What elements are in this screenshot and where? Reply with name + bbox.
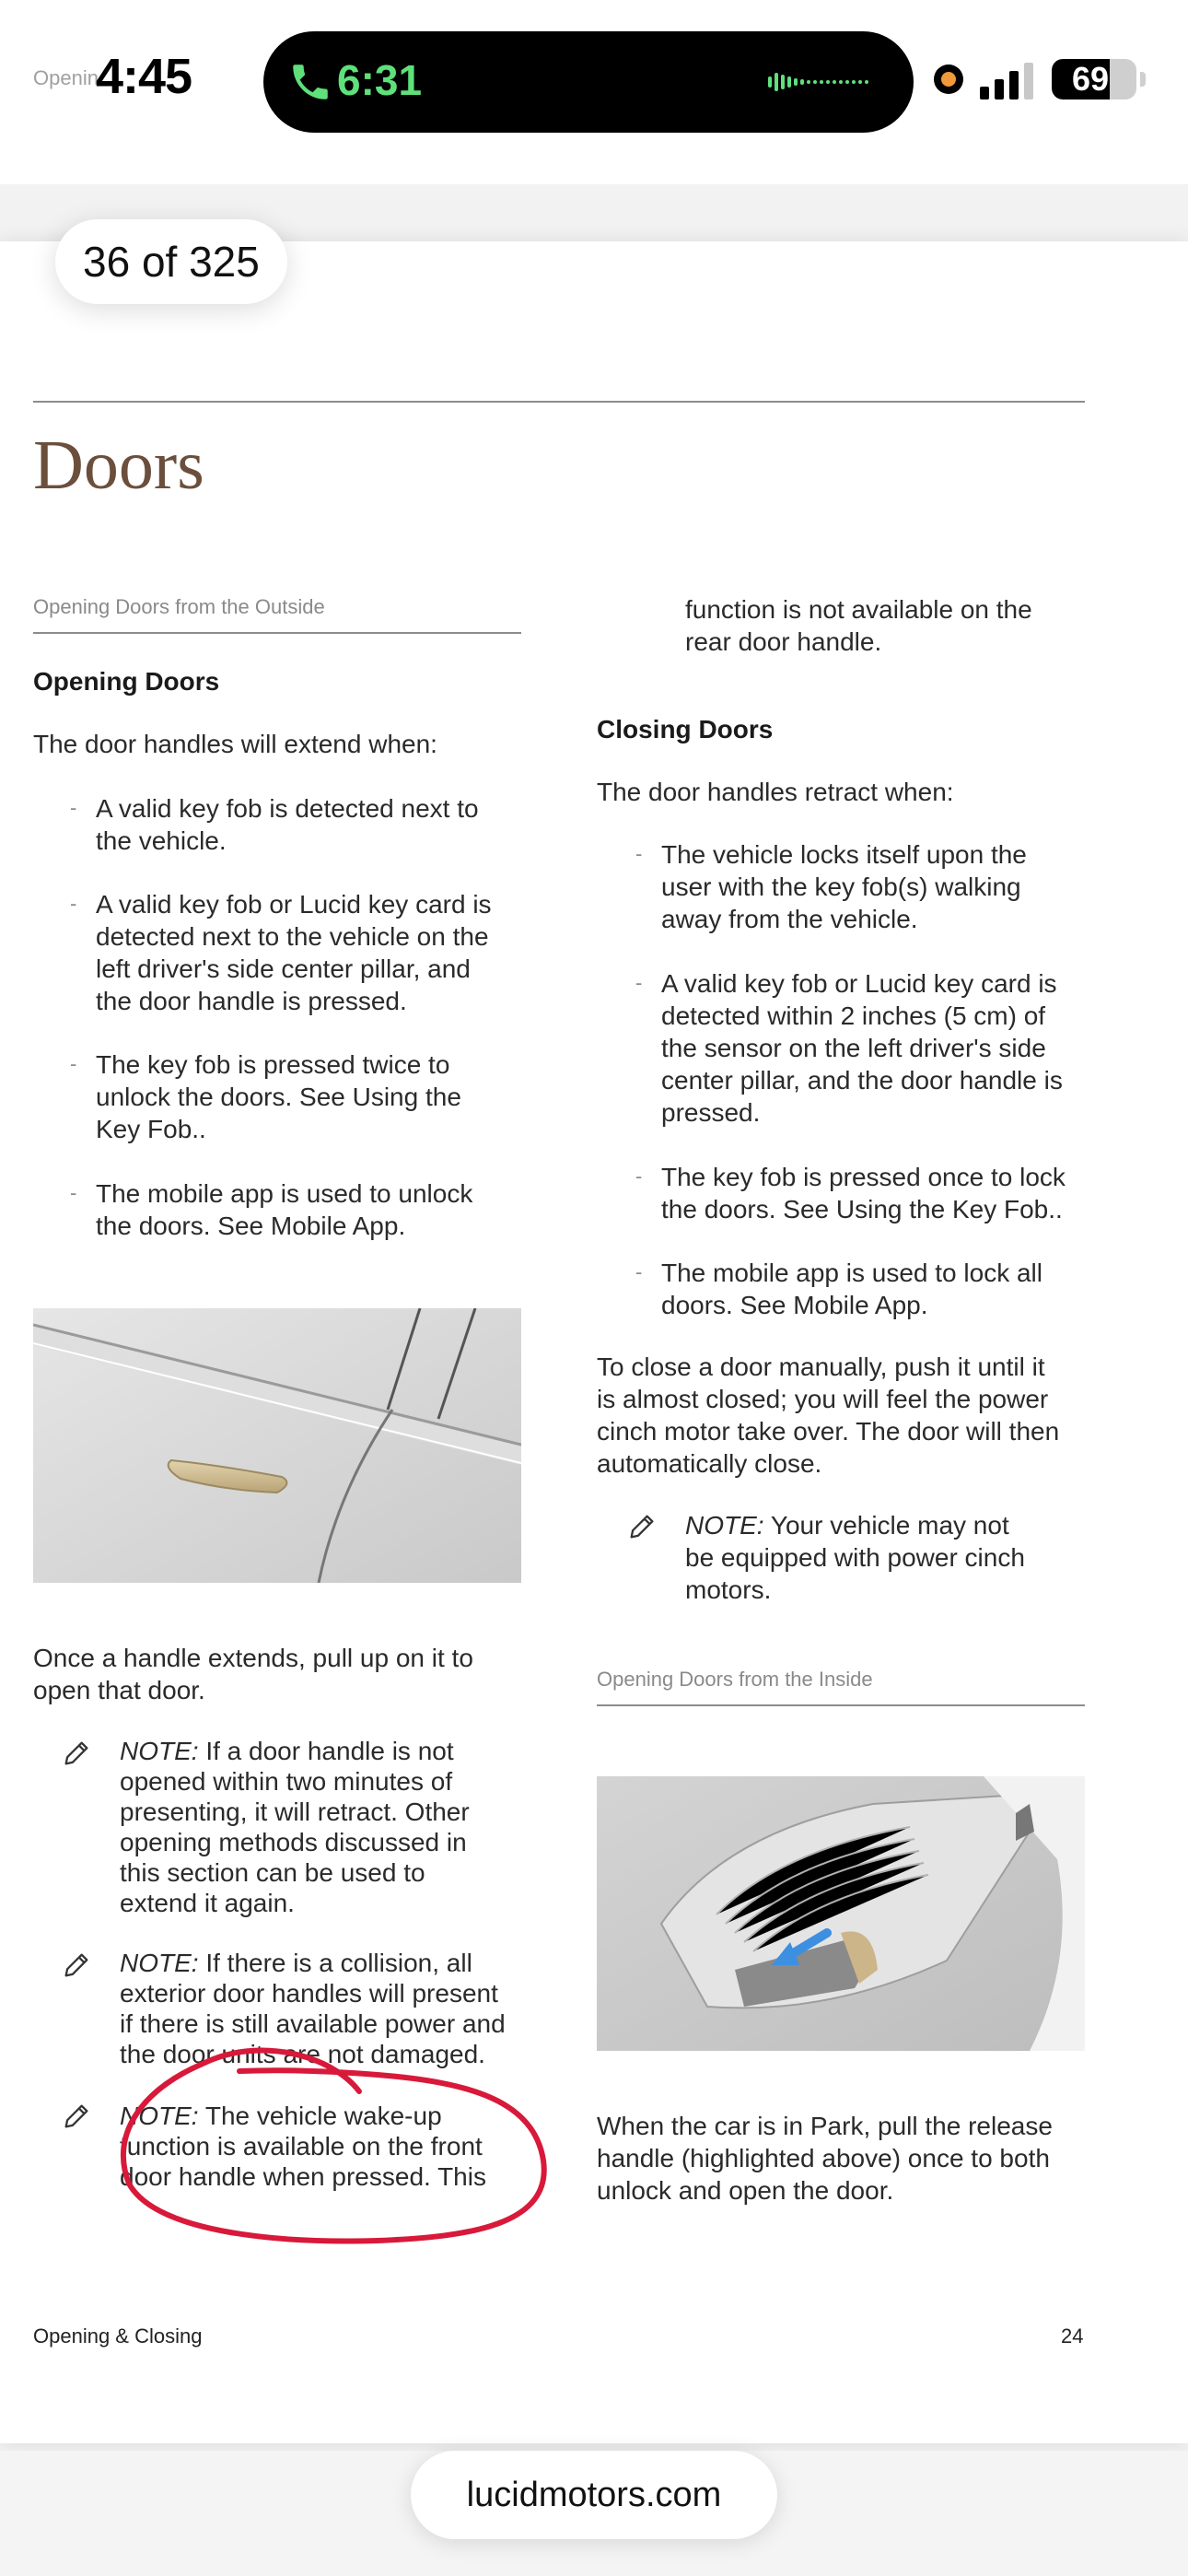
right-intro: The door handles retract when: bbox=[597, 778, 954, 806]
right-manual-close bbox=[597, 1351, 1094, 1480]
paragraph-line: Once a handle extends, pull up on it to bbox=[33, 1644, 473, 1672]
list-item-line: pressed. bbox=[661, 1098, 761, 1127]
section-label-outside: Opening Doors from the Outside bbox=[33, 595, 325, 618]
list-item-line: Key Fob.. bbox=[96, 1115, 206, 1143]
pencil-icon bbox=[61, 1738, 92, 1769]
note-line: extend it again. bbox=[120, 1889, 295, 1917]
bullet-dash: - bbox=[635, 1260, 643, 1283]
call-icon bbox=[287, 59, 333, 105]
note-collision bbox=[120, 1948, 534, 2069]
paragraph-line: cinch motor take over. The door will then bbox=[597, 1417, 1060, 1446]
pencil-icon bbox=[61, 1950, 92, 1981]
exterior-door-handle-image bbox=[33, 1308, 521, 1583]
list-item-line: the door handle is pressed. bbox=[96, 987, 407, 1015]
list-item bbox=[96, 1177, 529, 1242]
list-item-line: The mobile app is used to unlock bbox=[96, 1179, 473, 1208]
call-timer: 6:31 bbox=[337, 56, 423, 104]
note-line: door handle when pressed. This bbox=[120, 2162, 486, 2191]
battery-icon bbox=[1052, 59, 1136, 100]
list-item-line: the doors. See Using the Key Fob.. bbox=[661, 1195, 1063, 1224]
dynamic-island[interactable] bbox=[263, 31, 914, 133]
list-item bbox=[96, 792, 529, 857]
note-text: The vehicle wake-up bbox=[198, 2102, 442, 2130]
note-power-cinch bbox=[685, 1509, 1090, 1606]
list-item bbox=[661, 1161, 1094, 1225]
list-item bbox=[96, 888, 529, 1017]
list-item-line: left driver's side center pillar, and bbox=[96, 954, 471, 983]
right-after-image bbox=[597, 2110, 1094, 2207]
list-item-line: The key fob is pressed twice to bbox=[96, 1050, 450, 1079]
note-wake-up bbox=[120, 2101, 534, 2192]
list-item-line: the doors. See Mobile App. bbox=[96, 1212, 406, 1240]
list-item-line: center pillar, and the door handle is bbox=[661, 1066, 1063, 1095]
paragraph-line: automatically close. bbox=[597, 1449, 822, 1478]
note-line: if there is still available power and bbox=[120, 2009, 506, 2038]
status-indicators bbox=[930, 53, 1170, 109]
list-item-line: A valid key fob or Lucid key card is bbox=[661, 969, 1057, 998]
status-time: 4:45 bbox=[96, 49, 192, 104]
note-text: If there is a collision, all bbox=[198, 1949, 472, 1977]
note-line: presenting, it will retract. Other bbox=[120, 1797, 470, 1826]
page-title: Doors bbox=[33, 427, 204, 504]
paragraph-line: function is not available on the bbox=[685, 595, 1032, 624]
list-item-line: A valid key fob or Lucid key card is bbox=[96, 890, 492, 919]
list-item bbox=[661, 967, 1094, 1129]
note-line: opening methods discussed in bbox=[120, 1828, 467, 1856]
status-hidden-text: Openin bbox=[33, 66, 99, 89]
bullet-dash: - bbox=[635, 1165, 643, 1188]
note-line: function is available on the front bbox=[120, 2132, 483, 2160]
paragraph-line: handle (highlighted above) once to both bbox=[597, 2144, 1050, 2172]
note-retract bbox=[120, 1736, 534, 1918]
note-text: Your vehicle may not bbox=[763, 1511, 1009, 1540]
bullet-dash: - bbox=[635, 971, 643, 994]
list-item-line: away from the vehicle. bbox=[661, 905, 918, 933]
note-line: the door units are not damaged. bbox=[120, 2040, 485, 2068]
url-bar[interactable]: lucidmotors.com bbox=[411, 2451, 777, 2539]
list-item bbox=[661, 1257, 1094, 1321]
right-continued bbox=[685, 593, 1090, 658]
pencil-icon bbox=[61, 2101, 92, 2132]
list-item-line: unlock the doors. See Using the bbox=[96, 1083, 461, 1111]
note-line: motors. bbox=[685, 1575, 772, 1604]
battery-level: 69 bbox=[1071, 60, 1110, 98]
note-line bbox=[120, 2101, 534, 2131]
list-item-line: user with the key fob(s) walking bbox=[661, 872, 1021, 901]
list-item-line: detected within 2 inches (5 cm) of bbox=[661, 1001, 1046, 1030]
list-item-line: The key fob is pressed once to lock bbox=[661, 1163, 1066, 1191]
note-line: this section can be used to bbox=[120, 1858, 425, 1887]
note-line bbox=[120, 1736, 534, 1766]
note-label: NOTE: bbox=[120, 1949, 199, 1977]
recording-dot-icon bbox=[934, 64, 963, 94]
note-label: NOTE: bbox=[120, 1737, 199, 1765]
left-after-image bbox=[33, 1642, 530, 1706]
note-text: If a door handle is not bbox=[198, 1737, 454, 1765]
paragraph-line: open that door. bbox=[33, 1676, 205, 1704]
status-bar bbox=[0, 0, 1188, 184]
list-item-line: The vehicle locks itself upon the bbox=[661, 840, 1027, 869]
note-line: exterior door handles will present bbox=[120, 1979, 498, 2008]
note-line: opened within two minutes of bbox=[120, 1767, 453, 1796]
bullet-dash: - bbox=[70, 1052, 77, 1075]
heading-closing-doors: Closing Doors bbox=[597, 715, 774, 744]
list-item bbox=[96, 1048, 529, 1145]
list-item-line: detected next to the vehicle on the bbox=[96, 922, 489, 951]
interior-door-handle-image bbox=[597, 1776, 1085, 2051]
signal-icon bbox=[980, 61, 1035, 100]
pencil-icon bbox=[626, 1511, 658, 1542]
list-item-line: A valid key fob is detected next to bbox=[96, 794, 479, 823]
section-rule-inside bbox=[597, 1704, 1085, 1706]
note-line bbox=[685, 1509, 1090, 1541]
battery-nub bbox=[1140, 72, 1146, 87]
paragraph-line: rear door handle. bbox=[685, 627, 882, 656]
list-item-line: doors. See Mobile App. bbox=[661, 1291, 928, 1319]
footer-section: Opening & Closing bbox=[33, 2324, 203, 2348]
paragraph-line: is almost closed; you will feel the power bbox=[597, 1385, 1049, 1413]
paragraph-line: To close a door manually, push it until it bbox=[597, 1352, 1045, 1381]
bullet-dash: - bbox=[70, 796, 77, 819]
header-rule bbox=[33, 401, 1085, 403]
list-item bbox=[661, 838, 1094, 935]
section-label-inside: Opening Doors from the Inside bbox=[597, 1668, 873, 1691]
note-line bbox=[120, 1948, 534, 1978]
paragraph-line: unlock and open the door. bbox=[597, 2176, 894, 2205]
bullet-dash: - bbox=[70, 1181, 77, 1204]
bullet-dash: - bbox=[70, 892, 77, 915]
note-line: be equipped with power cinch bbox=[685, 1543, 1025, 1572]
paragraph-line: When the car is in Park, pull the release bbox=[597, 2112, 1053, 2140]
list-item-line: the sensor on the left driver's side bbox=[661, 1034, 1046, 1062]
heading-opening-doors: Opening Doors bbox=[33, 667, 220, 696]
page-counter[interactable]: 36 of 325 bbox=[55, 219, 287, 304]
list-item-line: the vehicle. bbox=[96, 826, 227, 855]
list-item-line: The mobile app is used to lock all bbox=[661, 1259, 1042, 1287]
note-label: NOTE: bbox=[120, 2102, 199, 2130]
footer-page-number: 24 bbox=[1061, 2324, 1084, 2348]
waveform-icon bbox=[768, 68, 879, 96]
section-rule-outside bbox=[33, 632, 521, 634]
note-label: NOTE: bbox=[685, 1511, 764, 1540]
left-intro: The door handles will extend when: bbox=[33, 730, 437, 758]
bullet-dash: - bbox=[635, 842, 643, 865]
